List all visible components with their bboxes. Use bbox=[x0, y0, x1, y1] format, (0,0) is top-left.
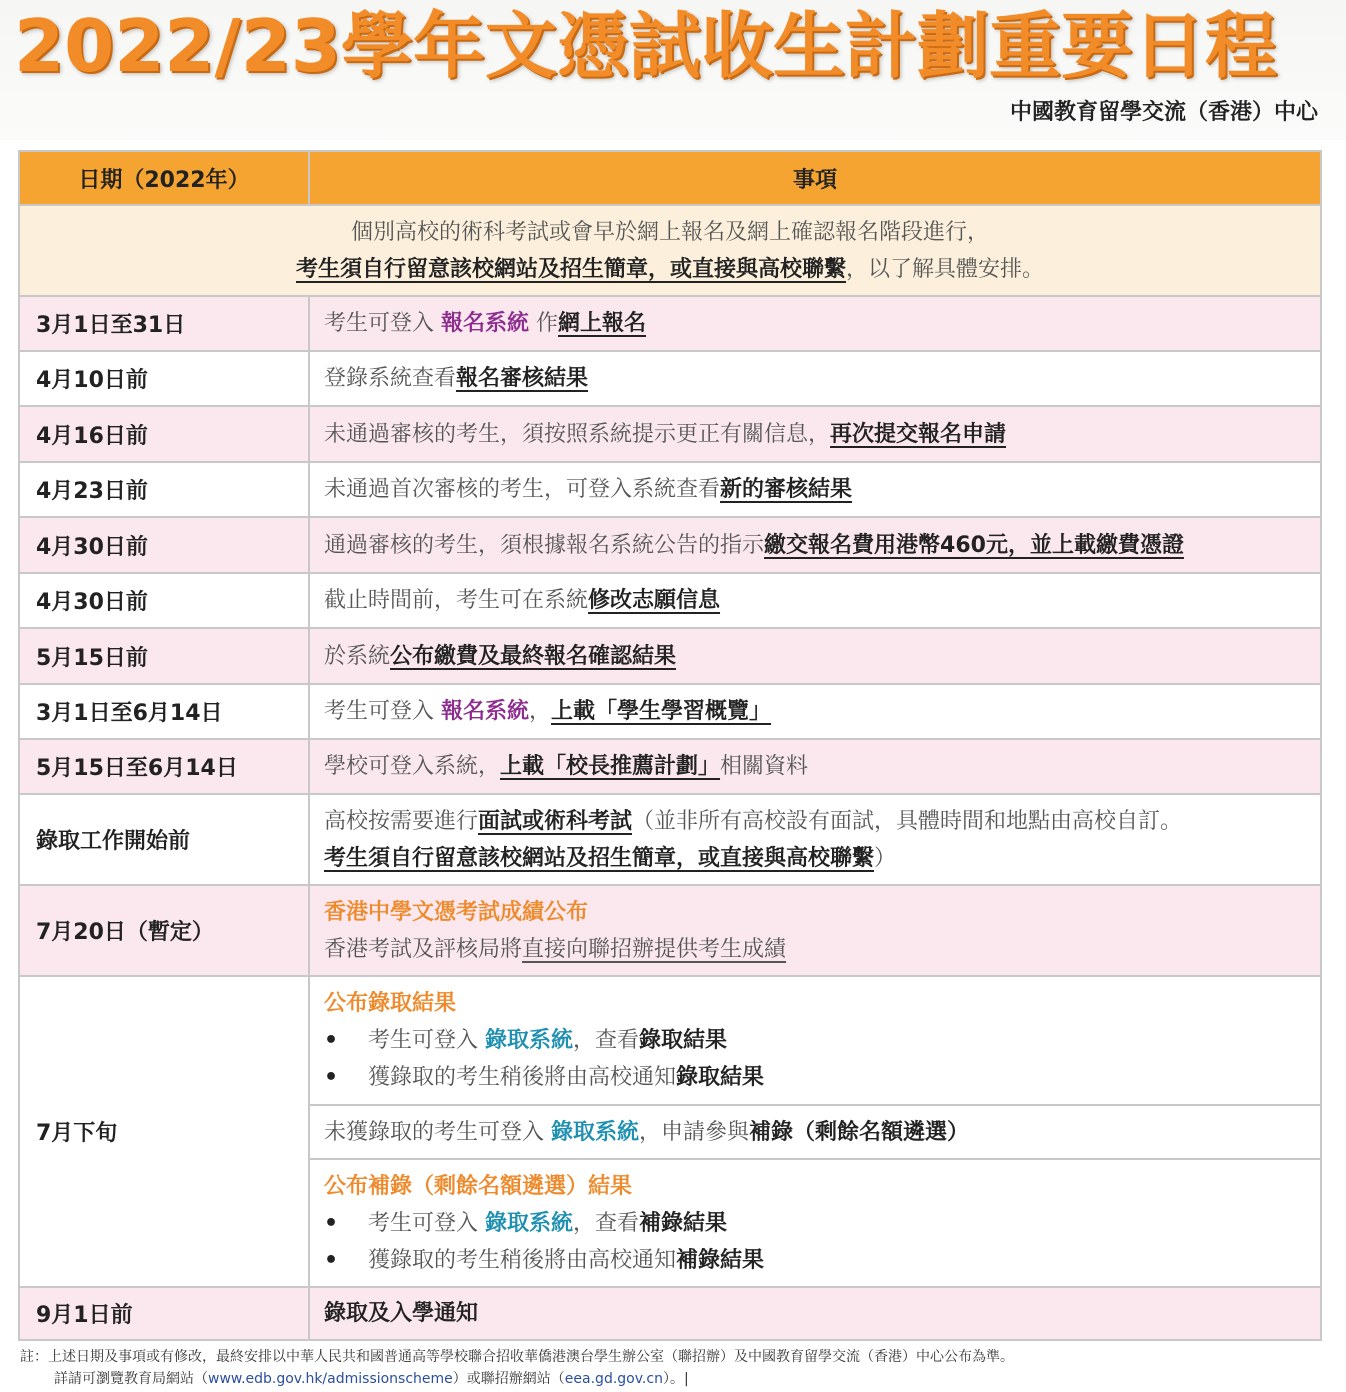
row-item: 未通過首次審核的考生，可登入系統查看新的審核結果 bbox=[324, 477, 853, 502]
registration-system-link[interactable]: 報名系統 bbox=[441, 311, 530, 336]
table-row bbox=[20, 463, 1320, 518]
supplementary-apply-section: 未獲錄取的考生可登入 錄取系統，申請參與補錄（剩餘名額遴選） bbox=[310, 1106, 1320, 1160]
row-date: 7月下旬 bbox=[20, 977, 310, 1286]
row-date: 錄取工作開始前 bbox=[20, 795, 310, 884]
row-date: 4月16日前 bbox=[20, 407, 310, 461]
supplementary-results-section: 公布補錄（剩餘名額遴選）結果 • 考生可登入 錄取系統，查看補錄結果 • 獲錄取的考生稍後將由高校通知補錄結果 bbox=[324, 1173, 765, 1273]
footnote-line-1: 註：上述日期及事項或有修改，最終安排以中華人民共和國普通高等學校聯合招收華僑港澳台學生辦公室（聯招辦）及中國教育留學交流（香港）中心公布為準。 bbox=[20, 1349, 1014, 1365]
table-row-interview bbox=[20, 795, 1320, 886]
admission-system-link[interactable]: 錄取系統 bbox=[485, 1028, 574, 1053]
table-row-september bbox=[20, 1288, 1320, 1339]
table-row bbox=[20, 740, 1320, 795]
table-row-late-july bbox=[20, 977, 1320, 1288]
row-date: 3月1日至31日 bbox=[20, 297, 310, 350]
admission-system-link[interactable]: 錄取系統 bbox=[485, 1210, 574, 1236]
row-item: 未通過審核的考生，須按照系統提示更正有關信息，再次提交報名申請 bbox=[324, 421, 1007, 447]
table-row bbox=[20, 297, 1320, 352]
row-date: 4月23日前 bbox=[20, 463, 310, 516]
notice-line-2: 考生須自行留意該校網站及招生簡章，或直接與高校聯繫，以了解具體安排。 bbox=[295, 256, 1045, 282]
table-row-results bbox=[20, 886, 1320, 977]
row-item: 登錄系統查看報名審核結果 bbox=[324, 366, 589, 391]
row-date: 4月10日前 bbox=[20, 352, 310, 405]
admission-results-section: 公布錄取結果 • 考生可登入 錄取系統，查看錄取結果 • 獲錄取的考生稍後將由高校通知錄取結果 bbox=[310, 977, 1320, 1106]
notice-line-1: 個別高校的術科考試或會早於網上報名及網上確認報名階段進行， bbox=[350, 219, 989, 245]
row-item: 截止時間前，考生可在系統修改志願信息 bbox=[324, 588, 721, 613]
row-item: 考生可登入 報名系統，上載「學生學習概覽」 bbox=[324, 699, 772, 724]
notice-row bbox=[20, 206, 1320, 297]
row-item: 通過審核的考生，須根據報名系統公告的指示繳交報名費用港幣460元，並上載繳費憑證 bbox=[324, 532, 1184, 558]
edb-website-link[interactable]: www.edb.gov.hk/admissionscheme bbox=[208, 1371, 453, 1387]
row-date: 3月1日至6月14日 bbox=[20, 685, 310, 738]
footnote-line-2: 詳請可瀏覽教育局網站（www.edb.gov.hk/admissionscheme）或聯招辦網站（eea.gd.gov.cn）。| bbox=[54, 1371, 689, 1387]
header-date: 日期（2022年） bbox=[20, 152, 310, 204]
row-item: 高校按需要進行面試或術科考試（並非所有高校設有面試，具體時間和地點由高校自訂。 考生須自行留意該校網站及招生簡章，或直接與高校聯繫） bbox=[324, 808, 1183, 871]
row-date: 7月20日（暫定） bbox=[20, 886, 310, 975]
schedule-table bbox=[18, 150, 1322, 1341]
page-title: 2022/23學年文憑試收生計劃重要日程 bbox=[14, 4, 1277, 88]
table-row bbox=[20, 574, 1320, 629]
row-date: 5月15日前 bbox=[20, 629, 310, 683]
row-item: 錄取及入學通知 bbox=[324, 1301, 479, 1326]
table-row bbox=[20, 352, 1320, 407]
admission-system-link[interactable]: 錄取系統 bbox=[551, 1119, 640, 1145]
table-row bbox=[20, 518, 1320, 574]
eea-website-link[interactable]: eea.gd.gov.cn bbox=[564, 1371, 663, 1387]
table-row bbox=[20, 685, 1320, 740]
table-row bbox=[20, 407, 1320, 463]
registration-system-link[interactable]: 報名系統 bbox=[441, 699, 530, 724]
row-date: 9月1日前 bbox=[20, 1288, 310, 1339]
row-date: 4月30日前 bbox=[20, 574, 310, 627]
row-item: 於系統公布繳費及最終報名確認結果 bbox=[324, 643, 677, 669]
footnote bbox=[20, 1346, 1330, 1390]
row-item: 香港中學文憑考試成績公布 香港考試及評核局將直接向聯招辦提供考生成績 bbox=[324, 899, 787, 962]
table-header-row bbox=[20, 152, 1320, 206]
row-item: 考生可登入 報名系統 作網上報名 bbox=[324, 311, 647, 336]
table-row bbox=[20, 629, 1320, 685]
header-item: 事項 bbox=[792, 167, 837, 193]
row-date: 4月30日前 bbox=[20, 518, 310, 572]
row-item: 學校可登入系統，上載「校長推薦計劃」相關資料 bbox=[324, 754, 809, 779]
organization-name: 中國教育留學交流（香港）中心 bbox=[1009, 100, 1318, 125]
row-date: 5月15日至6月14日 bbox=[20, 740, 310, 793]
